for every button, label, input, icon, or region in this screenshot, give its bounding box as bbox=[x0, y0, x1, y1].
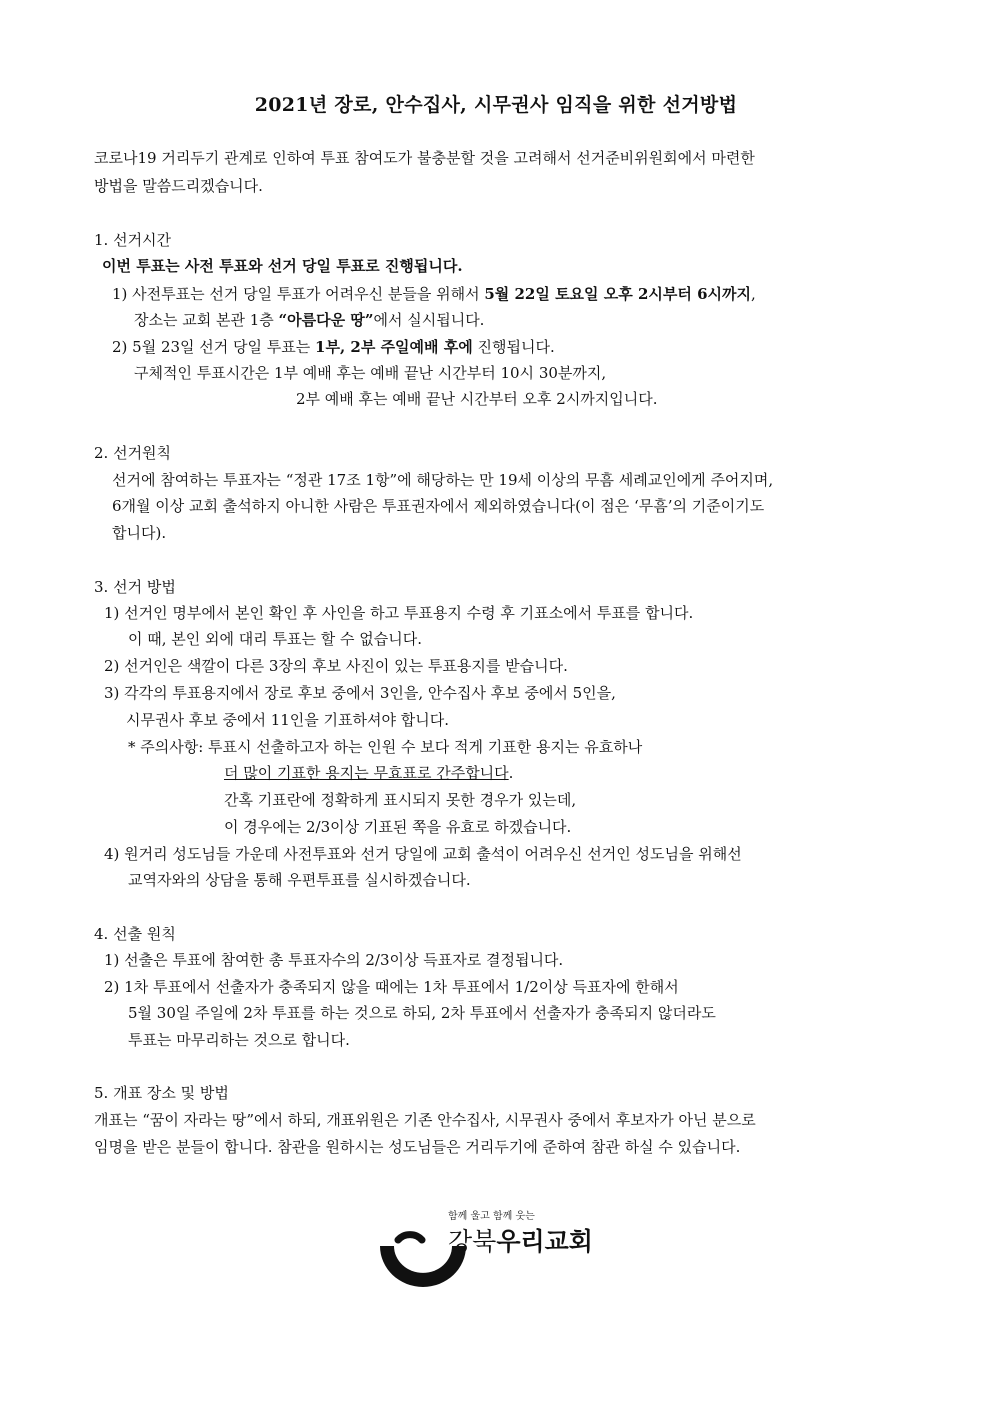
section-3-line-11: 교역자와의 상담을 통해 우편투표를 실시하겠습니다. bbox=[128, 871, 471, 889]
section-3-heading: 3. 선거 방법 bbox=[94, 578, 176, 596]
section-4-line-4: 투표는 마무리하는 것으로 합니다. bbox=[128, 1031, 350, 1049]
section-3-line-10: 4) 원거리 성도님들 가운데 사전투표와 선거 당일에 교회 출석이 어려우신 선거인 성도님을 위해선 bbox=[104, 845, 742, 863]
section-4-line-1: 1) 선출은 투표에 참여한 총 투표자수의 2/3이상 득표자로 결정됩니다. bbox=[104, 951, 564, 969]
section-4-line-3: 5월 30일 주일에 2차 투표를 하는 것으로 하되, 2차 투표에서 선출자가 충족되지 않더라도 bbox=[128, 1004, 716, 1022]
section-2-line-3: 합니다). bbox=[112, 524, 167, 542]
logo-tagline: 함께 울고 함께 웃는 bbox=[448, 1211, 535, 1222]
item-2-text-c: 진행됩니다. bbox=[472, 338, 555, 356]
section-1-heading: 1. 선거시간 bbox=[94, 231, 172, 249]
item-1-place-name: “아름다운 땅” bbox=[278, 311, 374, 329]
section-1-lead: 이번 투표는 사전 투표와 선거 당일 투표로 진행됩니다. bbox=[102, 257, 463, 275]
intro-line-1: 코로나19 거리두기 관계로 인하여 투표 참여도가 불충분할 것을 고려해서 선거준비위원회에서 마련한 bbox=[94, 149, 755, 167]
section-1-item-1-place bbox=[134, 310, 484, 330]
intro-line-2: 방법을 말씀드리겠습니다. bbox=[94, 177, 263, 195]
logo-wordmark bbox=[448, 1222, 593, 1258]
document-title: 2021년 장로, 안수집사, 시무권사 임직을 위한 선거방법 bbox=[254, 94, 738, 116]
section-1-item-2 bbox=[112, 337, 555, 357]
section-5-heading: 5. 개표 장소 및 방법 bbox=[94, 1084, 229, 1102]
section-3-line-1: 1) 선거인 명부에서 본인 확인 후 사인을 하고 투표용지 수령 후 기표소에서 투표를 합니다. bbox=[104, 604, 694, 622]
section-3-caution-invalid bbox=[224, 763, 513, 783]
item-1-place-c: 에서 실시됩니다. bbox=[373, 311, 485, 329]
section-3-line-3: 2) 선거인은 색깔이 다른 3장의 후보 사진이 있는 투표용지를 받습니다. bbox=[104, 657, 568, 675]
section-4-line-2: 2) 1차 투표에서 선출자가 충족되지 않을 때에는 1차 투표에서 1/2이상 득표자에 한해서 bbox=[104, 978, 679, 996]
caution-invalid-text: 더 많이 기표한 용지는 무효표로 간주합니다 bbox=[224, 764, 509, 782]
section-2-line-1: 선거에 참여하는 투표자는 “정관 17조 1항”에 해당하는 만 19세 이상의 무흠 세례교인에게 주어지며, bbox=[112, 471, 774, 489]
section-3-line-2: 이 때, 본인 외에 대리 투표는 할 수 없습니다. bbox=[128, 630, 423, 648]
section-3-line-5: 시무권사 후보 중에서 11인을 기표하셔야 합니다. bbox=[126, 711, 450, 729]
section-3-caution-line-4: 이 경우에는 2/3이상 기표된 쪽을 유효로 하겠습니다. bbox=[224, 818, 572, 836]
section-2-line-2: 6개월 이상 교회 출석하지 아니한 사람은 투표권자에서 제외하였습니다(이 점은 ‘무흠’의 기준이기도 bbox=[112, 497, 765, 515]
item-1-date: 5월 22일 토요일 오후 2시부터 6시까지 bbox=[484, 285, 751, 303]
item-2-text-a: 2) 5월 23일 선거 당일 투표는 bbox=[112, 338, 316, 356]
section-4-heading: 4. 선출 원칙 bbox=[94, 925, 176, 943]
section-3-caution: * 주의사항: 투표시 선출하고자 하는 인원 수 보다 적게 기표한 용지는 유효하나 bbox=[128, 738, 643, 756]
section-3-caution-line-3: 간혹 기표란에 정확하게 표시되지 못한 경우가 있는데, bbox=[224, 791, 577, 809]
section-5-line-1: 개표는 “꿈이 자라는 땅”에서 하되, 개표위원은 기존 안수집사, 시무권사 중에서 후보자가 아닌 분으로 bbox=[94, 1111, 756, 1129]
section-1-item-1 bbox=[112, 284, 756, 304]
logo-word-light: 강북 bbox=[448, 1227, 497, 1256]
item-1-place-a: 장소는 교회 본관 1층 bbox=[134, 311, 279, 329]
section-2-heading: 2. 선거원칙 bbox=[94, 444, 172, 462]
section-3-line-4: 3) 각각의 투표용지에서 장로 후보 중에서 3인을, 안수집사 후보 중에서 5인을, bbox=[104, 684, 616, 702]
section-5-line-2: 임명을 받은 분들이 합니다. 참관을 원하시는 성도님들은 거리두기에 준하여 참관 하실 수 있습니다. bbox=[94, 1138, 741, 1156]
item-1-text-a: 1) 사전투표는 선거 당일 투표가 어려우신 분들을 위해서 bbox=[112, 285, 485, 303]
section-1-item-2-detail-2: 2부 예배 후는 예배 끝난 시간부터 오후 2시까지입니다. bbox=[296, 390, 658, 408]
section-1-item-2-detail-1: 구체적인 투표시간은 1부 예배 후는 예배 끝난 시간부터 10시 30분까지, bbox=[134, 364, 607, 382]
item-1-comma: , bbox=[751, 285, 756, 303]
item-2-service: 1부, 2부 주일예배 후에 bbox=[315, 338, 473, 356]
caution-invalid-period: . bbox=[508, 764, 514, 782]
logo-word-bold: 우리교회 bbox=[496, 1227, 593, 1256]
